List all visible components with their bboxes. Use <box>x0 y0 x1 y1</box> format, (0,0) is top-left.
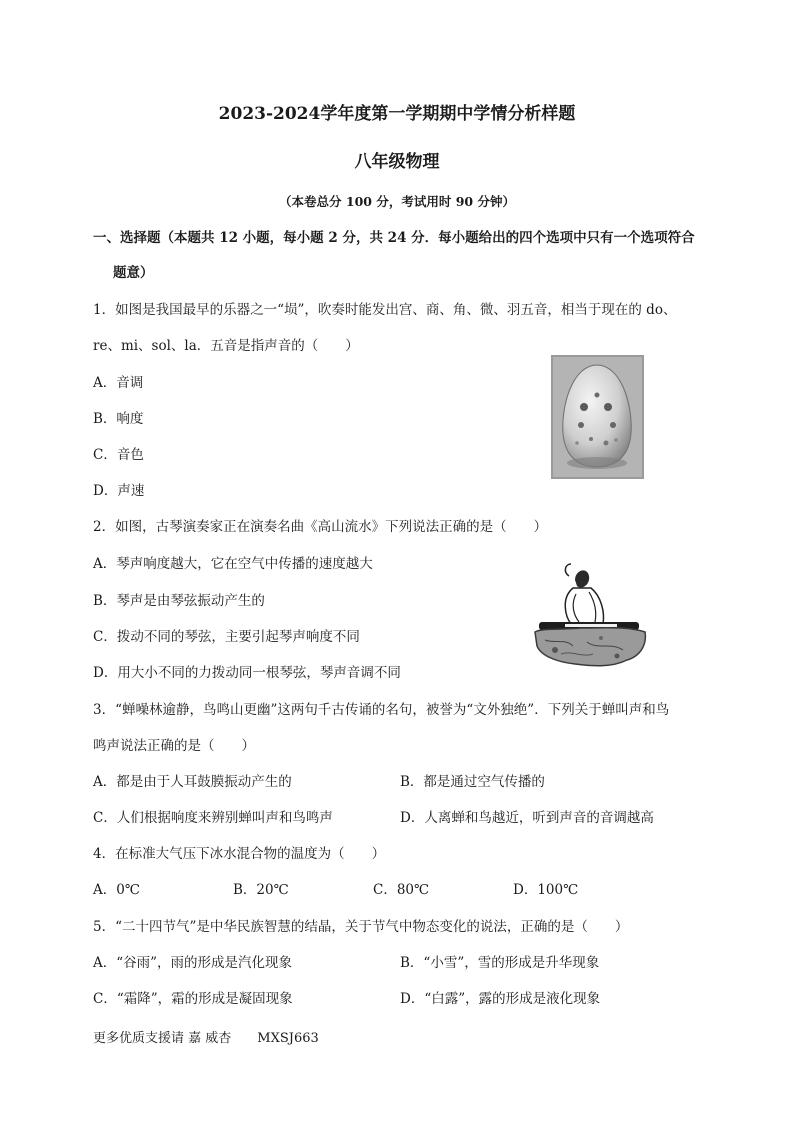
question-2-option-d: D．用大小不同的力拨动同一根琴弦，琴声音调不同 <box>93 665 401 681</box>
question-3-option-c: C．人们根据响度来辨别蝉叫声和鸟鸣声 <box>93 810 333 826</box>
question-2-option-c: C．拨动不同的琴弦，主要引起琴声响度不同 <box>93 629 360 645</box>
question-3-stem: 3．“蝉噪林逾静，鸟鸣山更幽”这两句千古传诵的名句，被誉为“文外独绝”．下列关于蝉叫声和鸟 <box>93 702 670 718</box>
question-2-stem: 2．如图，古琴演奏家正在演奏名曲《高山流水》下列说法正确的是（ ） <box>93 519 548 535</box>
footer-text: 更多优质支援请 嘉 威杏 MXSJ663 <box>93 1031 319 1046</box>
question-1-stem-cont: re、mi、sol、la．五音是指声音的（ ） <box>93 338 359 354</box>
question-5-option-c: C．“霜降”，霜的形成是凝固现象 <box>93 991 293 1007</box>
question-5-option-d: D．“白露”，露的形成是液化现象 <box>400 991 601 1007</box>
exam-note: （本卷总分 100 分，考试用时 90 分钟） <box>279 194 515 209</box>
question-5-option-b: B．“小雪”，雪的形成是升华现象 <box>400 955 600 971</box>
section-heading-cont: 题意） <box>113 265 154 281</box>
question-1-option-d: D．声速 <box>93 483 145 499</box>
question-4-option-d: D．100℃ <box>513 882 579 898</box>
question-3-option-d: D．人离蝉和鸟越近，听到声音的音调越高 <box>400 810 654 826</box>
question-4-option-c: C．80℃ <box>373 882 430 898</box>
xun-instrument-image <box>551 355 644 479</box>
question-4-option-b: B．20℃ <box>233 882 289 898</box>
question-5-option-a: A．“谷雨”，雨的形成是汽化现象 <box>93 955 293 971</box>
question-1-option-c: C．音色 <box>93 447 144 463</box>
exam-title: 2023-2024学年度第一学期期中学情分析样题 <box>218 104 576 124</box>
question-1-stem: 1．如图是我国最早的乐器之一“埙”，吹奏时能发出宫、商、角、微、羽五音，相当于现在的 do、 <box>93 302 677 318</box>
question-3-option-b: B．都是通过空气传播的 <box>400 774 545 790</box>
question-2-option-b: B．琴声是由琴弦振动产生的 <box>93 593 265 609</box>
question-1-option-a: A．音调 <box>93 375 144 391</box>
question-3-option-a: A．都是由于人耳鼓膜振动产生的 <box>93 774 292 790</box>
question-2-option-a: A．琴声响度越大，它在空气中传播的速度越大 <box>93 556 373 572</box>
question-4-stem: 4．在标准大气压下冰水混合物的温度为（ ） <box>93 846 386 862</box>
exam-subject: 八年级物理 <box>354 152 440 172</box>
question-4-option-a: A．0℃ <box>93 882 140 898</box>
question-1-option-b: B．响度 <box>93 411 144 427</box>
guqin-player-image <box>531 558 649 672</box>
question-5-stem: 5．“二十四节气”是中华民族智慧的结晶，关于节气中物态变化的说法，正确的是（ ） <box>93 919 629 935</box>
section-heading: 一、选择题（本题共 12 小题，每小题 2 分，共 24 分．每小题给出的四个选项中只有一个选项符合 <box>93 230 695 246</box>
question-3-stem-cont: 鸣声说法正确的是（ ） <box>93 738 255 754</box>
